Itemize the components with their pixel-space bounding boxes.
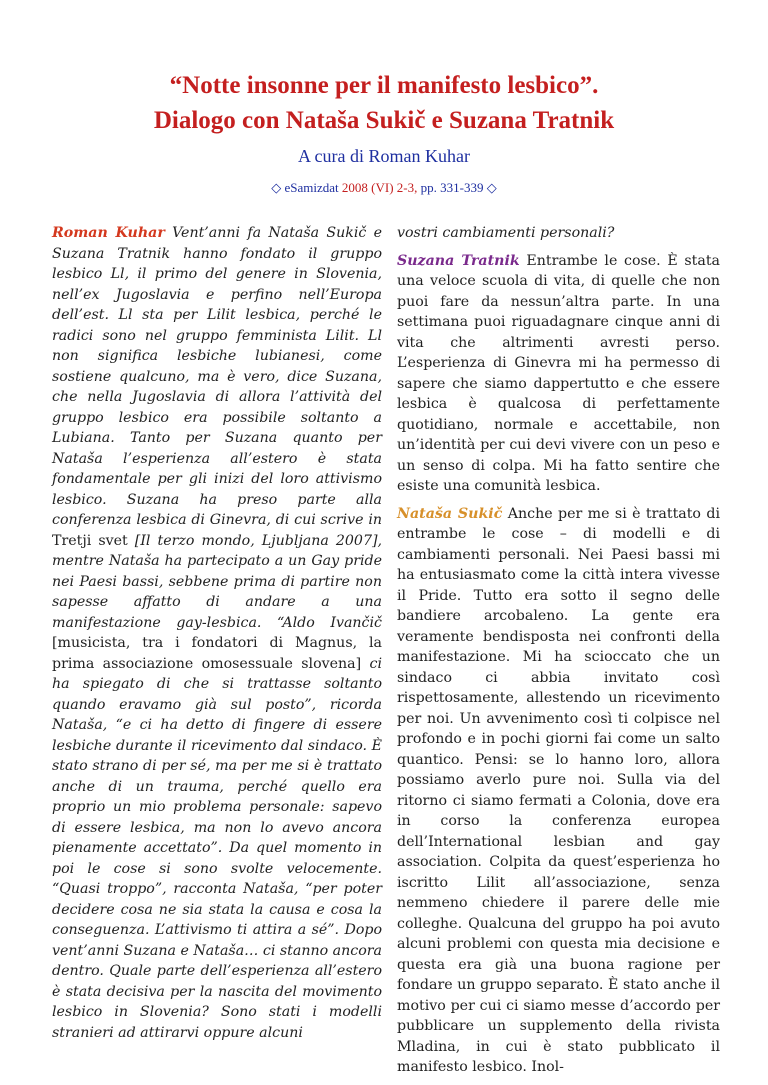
issue-info: 2008 (VI) 2-3, [341, 180, 418, 195]
article-title [0, 68, 768, 138]
speaker-natasa: Nataša Sukič [397, 505, 503, 522]
citation-line [0, 180, 768, 196]
diamond-icon: ◇ [271, 180, 282, 195]
diamond-icon: ◇ [486, 180, 497, 195]
intro-text-c: ci ha spiegato di che si trattasse soltanto quando eravamo già sul posto”, ricorda Nataša, “e ci ha detto di fingere di essere lesbiche durante il ricevimento dal sindaco. È stato strano di per sé, ma per me si è trattato anche di un trauma, perché quello era proprio un mio problema personale: sapevo di essere lesbica, ma non lo avevo ancora pienamente accettato”. Da quel momento in poi le cose si sono svolte velocemente. “Quasi troppo”, racconta Nataša, “per poter decidere cosa ne sia stata la causa e cosa la conseguenza. L’attivismo ti attira a sé”. Dopo vent’anni Suzana e Nataša… ci stanno ancora dentro. Quale parte dell’esperienza all’estero è stata decisiva per la nascita del movimento lesbico in Slovenia? Sono stati i modelli stranieri ad attirarvi oppure alcuni [52, 655, 383, 1041]
answer-suzana-text: Entrambe le cose. È stata una veloce scuola di vita, di quelle che non puoi fare da nessun’altra parte. In una settimana puoi riguadagnare cinque anni di vita che altrimenti avresti perso. L’esperienza di Ginevra mi ha permesso di sapere che siamo dappertutto e che essere lesbica è qualcosa di perfettamente quotidiano, normale e accettabile, non un’identità per cui devi vivere con un peso e un senso di colpa. Mi ha fatto sentire che esiste una comunità lesbica. [397, 252, 720, 494]
question-continuation: vostri cambiamenti personali? [397, 225, 615, 241]
page-range: pp. 331-339 [420, 180, 484, 195]
title-line-1: “Notte insonne per il manifesto lesbico”. [169, 72, 599, 99]
editorial-note: [musicista, tra i fondatori di Magnus, la prima associazione omosessuale slovena] [52, 635, 382, 672]
editor-credit: A cura di Roman Kuhar [298, 146, 470, 166]
intro-paragraph [52, 223, 382, 1043]
speaker-roman: Roman Kuhar [52, 225, 165, 241]
right-column [397, 223, 720, 1085]
speaker-suzana: Suzana Tratnik [397, 252, 520, 269]
title-line-2: Dialogo con Nataša Sukič e Suzana Tratnik [153, 107, 615, 134]
answer-suzana [397, 251, 720, 497]
answer-natasa-text: Anche per me si è trattato di entrambe le cose – di modelli e di cambiamenti personali. Nei Paesi bassi mi ha entusiasmato come la città intera vivesse il Pride. Tutto era sotto il segno delle bandiere arcobaleno. La gente era veramente bendisposta nei confronti della manifestazione. Mi ha scioccato che un sindaco ci abbia invitato così rispettosamente, allestendo un ricevimento per noi. Un avvenimento così ti colpisce nel profondo e in pochi giorni fai come un salto quantico. Pensi: se lo hanno loro, allora possiamo averlo pure noi. Sulla via del ritorno ci siamo fermati a Colonia, dove era in corso la conferenza europea dell’International lesbian and gay association. Colpita da quest’esperienza ho iscritto Lilit all’associazione, senza nemmeno chiedere il parere delle mie colleghe. Qualcuna del gruppo ha poi avuto alcuni problemi con questa mia decisione e questa era già una buona ragione per fondare un gruppo separato. È stato anche il motivo per cui ci siamo messe d’accordo per pubblicare un supplemento della rivista Mladina, in cui è stato pubblicato il manifesto lesbico. Inol- [397, 505, 720, 1075]
intro-text-b: [Il terzo mondo, Ljubljana 2007], mentre Nataša ha partecipato a un Gay pride nei Paesi bassi, sebbene prima di partire non sapesse affatto di andare a una manifestazione gay-lesbica. “Aldo Ivančič [52, 532, 383, 631]
book-title: Tretji svet [52, 532, 128, 549]
journal-name[interactable]: eSamizdat [284, 180, 339, 195]
intro-text-a: Vent’anni fa Nataša Sukič e Suzana Tratnik hanno fondato il gruppo lesbico Ll, il primo del genere in Slovenia, nell’ex Jugoslavia e perfino nell’Europa dell’est. Ll sta per Lilit lesbica, perché le radici sono nel gruppo femminista Lilit. Ll non significa lesbiche lubianesi, come sostiene qualcuno, ma è vero, dice Suzana, che nella Jugoslavia di allora l’attività del gruppo lesbico era possibile soltanto a Lubiana. Tanto per Suzana quanto per Nataša l’esperienza all’estero è stata fondamentale per gli inizi del loro attivismo lesbico. Suzana ha preso parte alla conferenza lesbica di Ginevra, di cui scrive in [52, 225, 383, 528]
left-column [52, 223, 382, 1043]
answer-natasa [397, 504, 720, 1078]
